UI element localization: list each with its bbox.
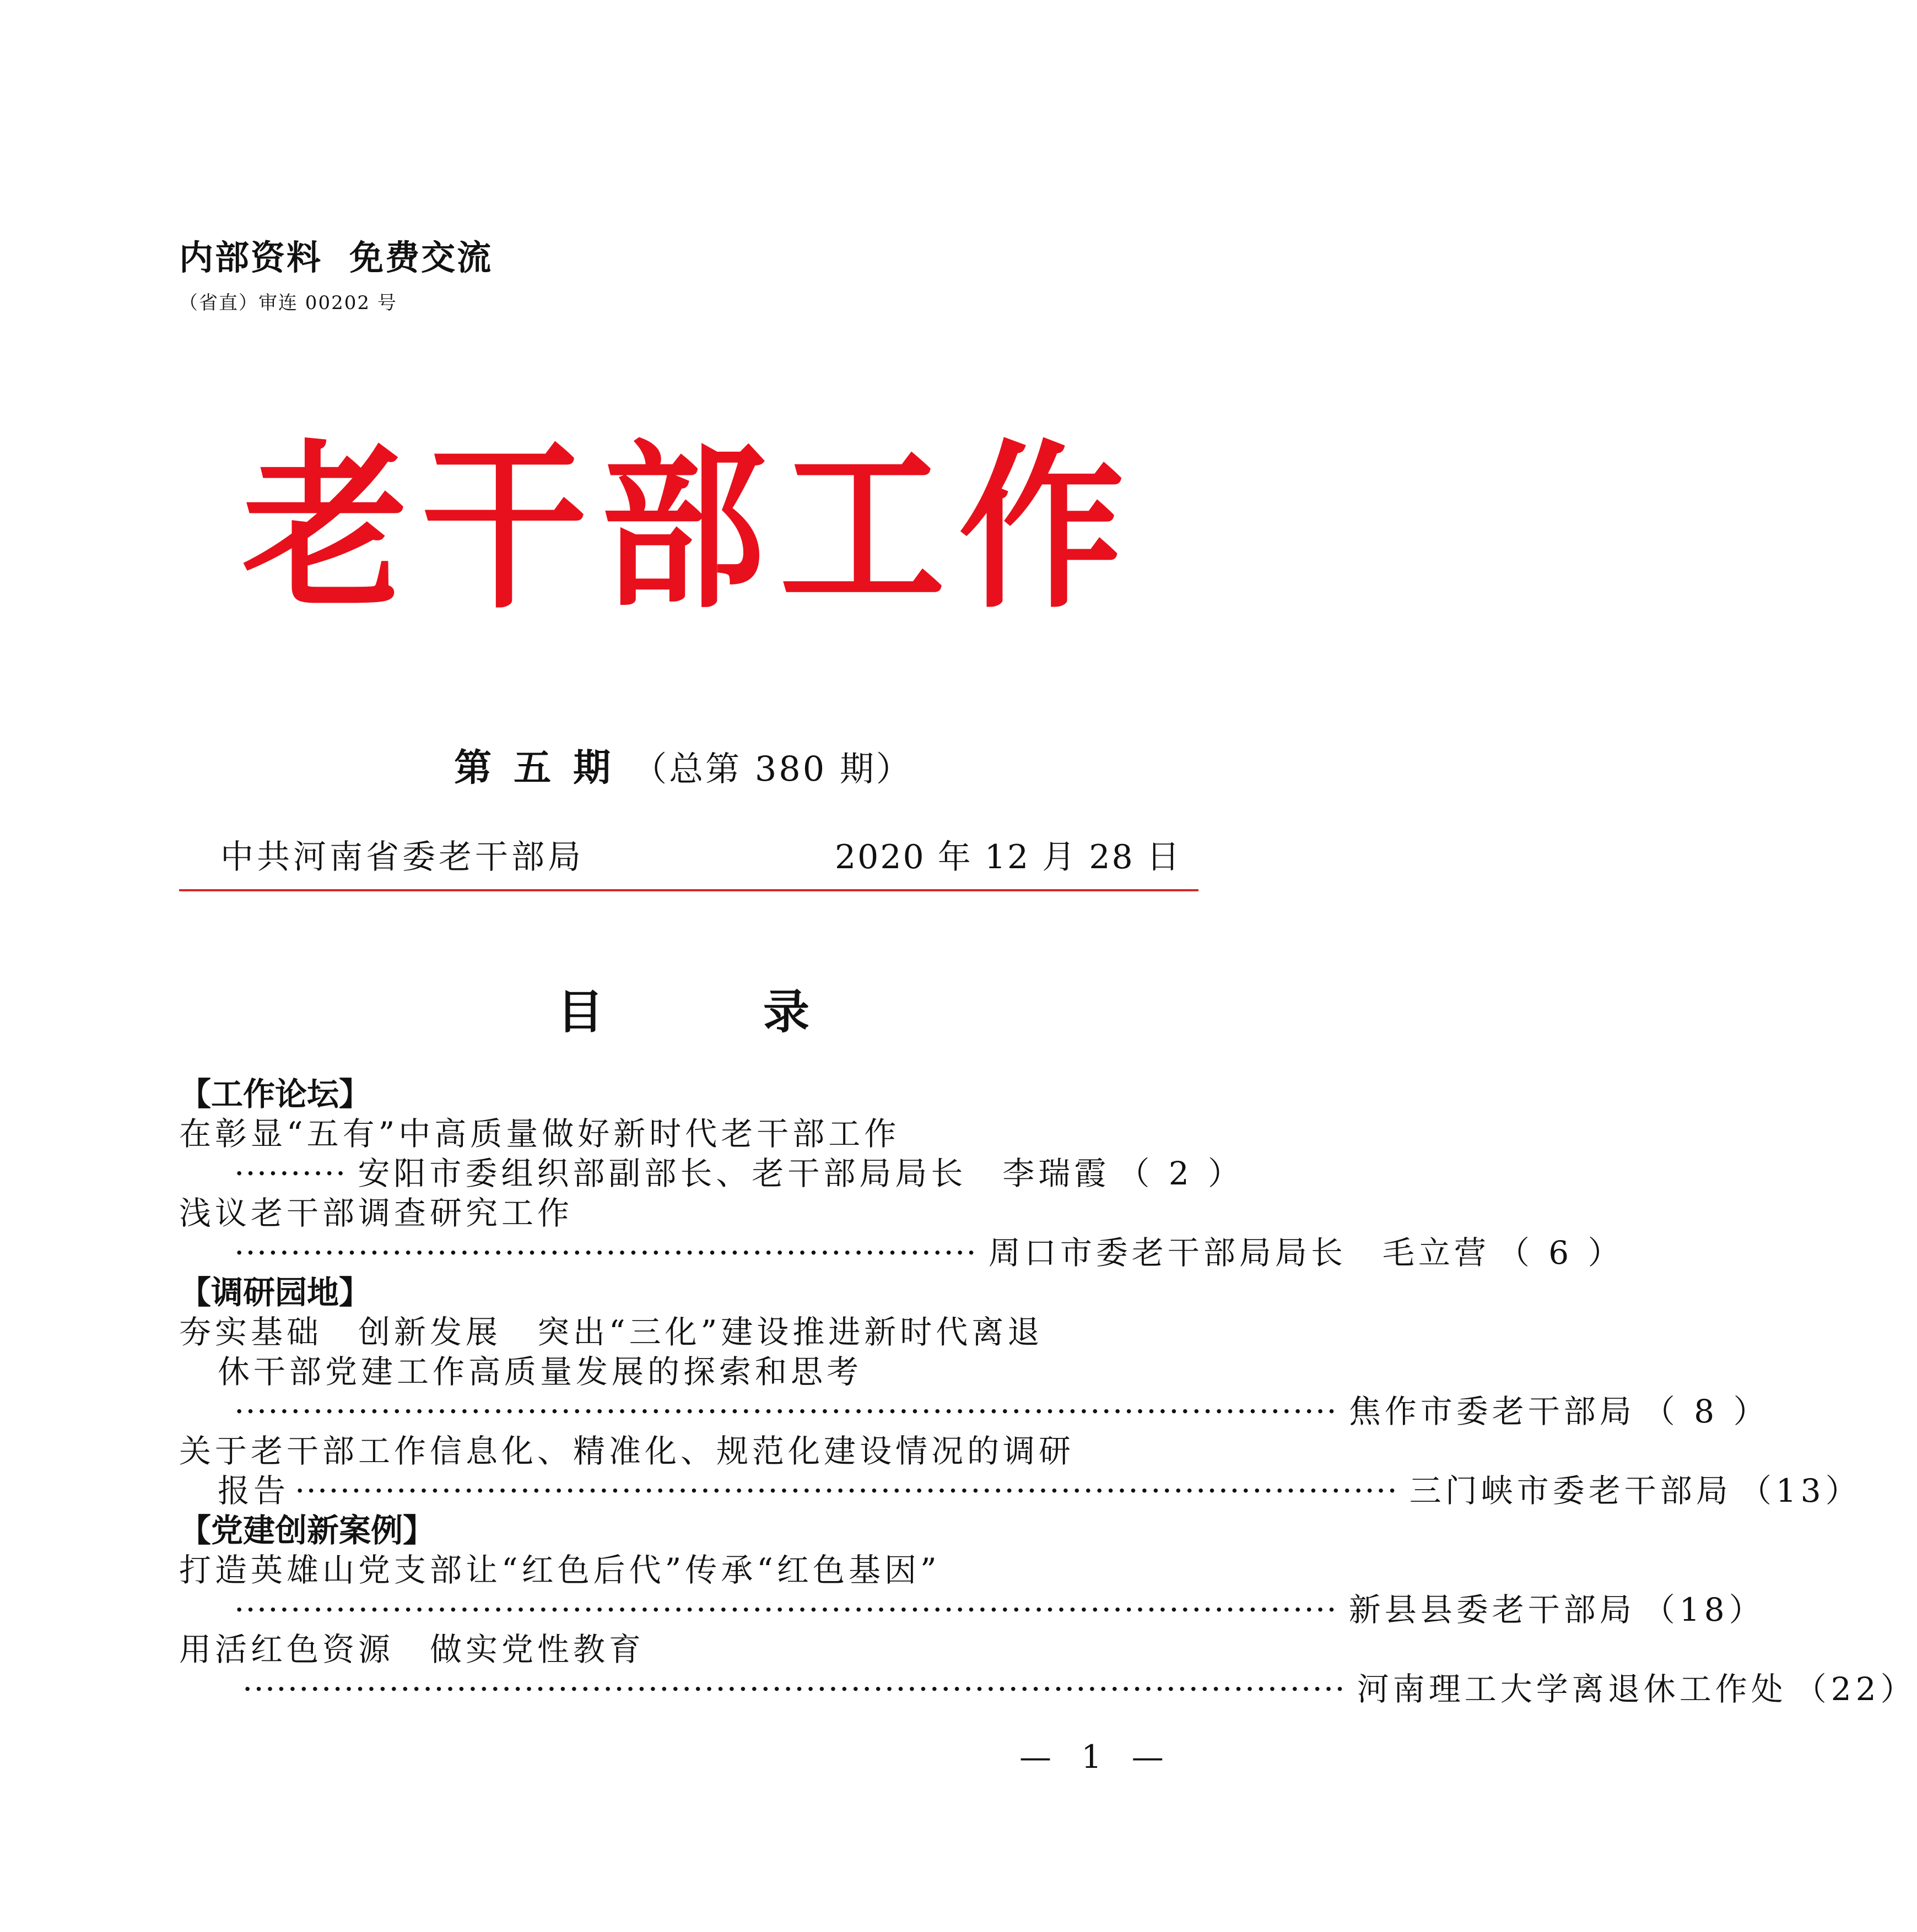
- toc-entry-page: （ 2 ）: [1117, 1155, 1245, 1192]
- issue-total: （总第 380 期）: [633, 749, 912, 789]
- issue-line: [0, 738, 1367, 792]
- leader-dots: ··································································: [234, 1234, 978, 1271]
- toc-title-char: 录: [763, 984, 810, 1039]
- toc-section-heading: 【工作论坛】: [179, 1075, 371, 1113]
- toc-entry-title[interactable]: 打造英雄山党支部让“红色后代”传承“红色基因”: [179, 1551, 941, 1589]
- toc-title: [0, 975, 1367, 1042]
- toc-entry-author: 三门峡市委老干部局: [1409, 1472, 1732, 1509]
- toc-entry-leader: [179, 1471, 1862, 1511]
- toc-entry-leader: [179, 1154, 1245, 1193]
- leader-dots: ··································································································: [242, 1670, 1346, 1708]
- masthead-char: 部: [601, 425, 766, 632]
- toc-entry-title-cont[interactable]: 报告: [218, 1472, 290, 1509]
- toc-entry-leader: [179, 1590, 1765, 1630]
- leader-dots: ··································································································: [234, 1393, 1338, 1430]
- toc-section-heading: 【调研园地】: [179, 1274, 371, 1311]
- leader-dots: ··································································································: [295, 1472, 1398, 1509]
- toc-entry-title[interactable]: 在彰显“五有”中高质量做好新时代老干部工作: [179, 1115, 900, 1152]
- masthead-title: [242, 424, 1124, 634]
- toc-entry-leader: [179, 1233, 1624, 1273]
- toc-title-char: 目: [557, 984, 603, 1039]
- page-number: — 1 —: [1019, 1738, 1174, 1776]
- publisher: 中共河南省委老干部局: [220, 838, 584, 876]
- masthead-char: 工: [780, 425, 945, 632]
- leader-dots: ··········: [234, 1155, 347, 1192]
- toc-entry-title[interactable]: 用活红色资源 做实党性教育: [179, 1631, 645, 1668]
- toc-entry-page: （13）: [1739, 1472, 1862, 1509]
- approval-number: （省直）审连 00202 号: [179, 292, 397, 314]
- toc-entry-page: （22）: [1794, 1670, 1917, 1708]
- toc-entry-leader: [179, 1392, 1770, 1431]
- toc-entry-title[interactable]: 浅议老干部调查研究工作: [179, 1194, 574, 1232]
- toc-entry-leader: [179, 1669, 1917, 1709]
- masthead-char: 干: [422, 425, 587, 632]
- toc-entry-author: 周口市委老干部局局长 毛立营: [988, 1234, 1490, 1271]
- leader-dots: ··································································································: [234, 1591, 1338, 1628]
- toc-entry-page: （18）: [1643, 1591, 1765, 1628]
- toc-entry-author: 新县县委老干部局: [1348, 1591, 1635, 1628]
- internal-note: 内部资料 免费交流: [179, 237, 493, 278]
- publication-date: 2020 年 12 月 28 日: [835, 838, 1181, 876]
- toc-entry-author: 安阳市委组织部副部长、老干部局局长 李瑞霞: [358, 1155, 1110, 1192]
- masthead-char: 作: [959, 425, 1124, 632]
- toc-entry-title-cont[interactable]: 休干部党建工作高质量发展的探索和思考: [218, 1353, 863, 1390]
- header-rule: [179, 889, 1198, 891]
- toc-entry-page: （ 8 ）: [1643, 1393, 1770, 1430]
- toc-entry-title[interactable]: 夯实基础 创新发展 突出“三化”建设推进新时代离退: [179, 1313, 1044, 1351]
- toc-entry-author: 焦作市委老干部局: [1348, 1393, 1635, 1430]
- masthead-char: 老: [242, 425, 408, 632]
- toc-entry-title[interactable]: 关于老干部工作信息化、精准化、规范化建设情况的调研: [179, 1432, 1075, 1470]
- toc-entry-page: （ 6 ）: [1497, 1234, 1624, 1271]
- toc-section-heading: 【党建创新案例】: [179, 1512, 435, 1549]
- toc-entry-author: 河南理工大学离退休工作处: [1357, 1670, 1787, 1708]
- issue-number: 第五期: [454, 746, 633, 790]
- table-of-contents: [179, 1074, 1917, 1709]
